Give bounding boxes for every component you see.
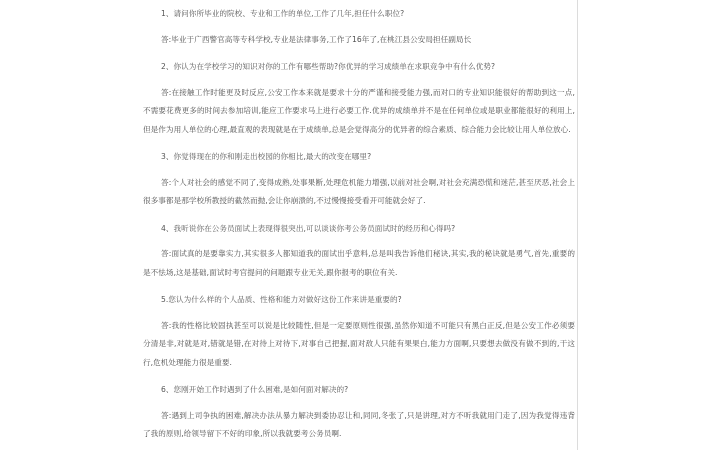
article-body [143,0,575,444]
answer-2: 答:在接触工作时能更及时反应,公安工作本来就是要求十分的严谨和接受能力强,而对口的专业知识能很好的帮助到这一点,不需要花费更多的时间去参加培训,能应工作要求马上进行必要工作.优异的成绩单并不是在任何单位或是职业都能很好的利用上,但是作为用人单位的心理,最直观的表现就是在于成绩单,总是会觉得高分的优异者的综合素质、综合能力会比较让用人单位放心. [143,87,575,134]
answer-4: 答:面试真的是要靠实力,其实很多人都知道我的面试出乎意料,总是叫我告诉他们秘诀,其实,我的秘诀就是勇气,首先,重要的是不怯场,这是基础,面试时考官提问的问题跟专业无关,跟你报考的职位有关. [143,249,575,277]
answer-1: 答:毕业于广西警官高等专科学校,专业是法律事务,工作了16年了,在桃江县公安局担任副局长 [161,34,472,44]
right-divider [577,0,578,450]
question-3: 3、你觉得现在的你和刚走出校园的你相比,最大的改变在哪里? [161,152,372,161]
answer-3: 答:个人对社会的感觉不同了,变得成熟,处事果断,处理危机能力增强,以前对社会啊,对社会充满恐慌和迷茫,甚至厌恶,社会上很多事都是那学校所教授的截然而抛,会让你崩溃的,不过慢慢接受看开可能就会好了. [143,177,575,205]
answer-6: 答:遇到上司争执的困难,解决办法从暴力解决到委协忍让和,同同,冬张了,只是讲理,对方不听我就用门走了,因为我觉得违背了我的原则,给领导留下不好的印象,所以我就要考公务员啊. [143,410,575,438]
question-4: 4、我听说你在公务员面试上表现得很突出,可以谈谈你考公务员面试时的经历和心得吗? [161,223,456,233]
question-1: 1、请问你所毕业的院校、专业和工作的单位,工作了几年,担任什么职位? [161,9,405,18]
answer-5: 答:我的性格比较固执甚至可以说是比较随性,但是一定要原则性很强,虽然你知道不可能只有黑白正反,但是公安工作必须要分清是非,对就是对,错就是错,在对待上对待下,对事自己把握,面对敌人只能有果果白,能力方面啊,只要想去做没有做不到的,干这行,危机处理能力很是重要. [143,320,575,367]
question-6: 6、您刚开始工作时遇到了什么困难,是如何面对解决的? [161,385,349,394]
question-2: 2、你认为在学校学习的知识对你的工作有哪些帮助?你优异的学习成绩单在求职竞争中有什么优势? [161,62,496,71]
question-5: 5.您认为什么样的个人品质、性格和能力对做好这份工作来讲是重要的? [161,295,402,304]
